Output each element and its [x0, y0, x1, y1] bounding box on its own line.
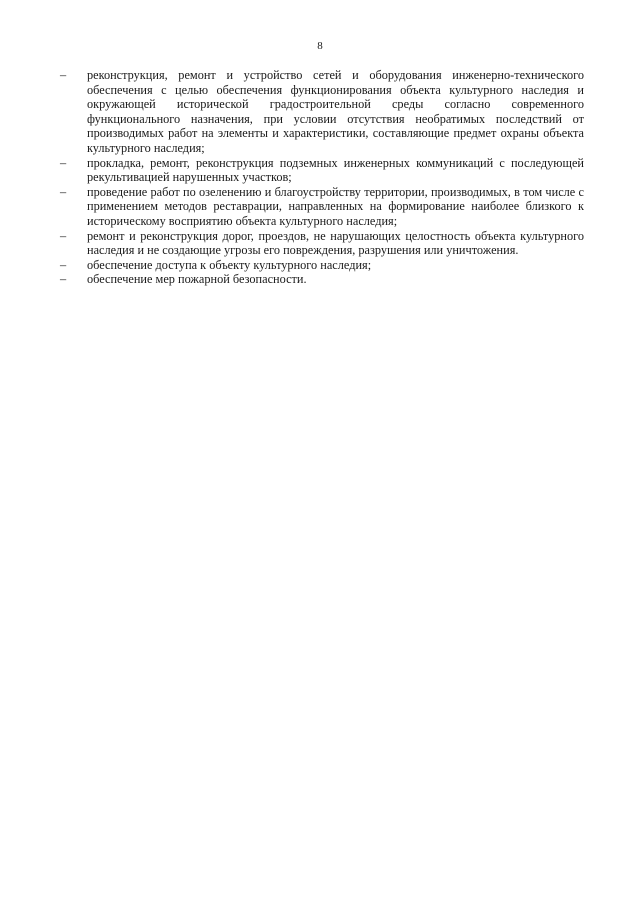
dash-bullet-icon: – [60, 228, 67, 243]
list-item [56, 229, 584, 258]
dash-bullet-icon: – [60, 155, 67, 170]
list-item [56, 156, 584, 185]
dash-bullet-icon: – [60, 68, 67, 82]
list-item-text: прокладка, ремонт, реконструкция подземных инженерных коммуникаций с последующей рекультивацией нарушенных участков; [87, 155, 584, 185]
list-item [56, 185, 584, 229]
list-item-text: обеспечение мер пожарной безопасности. [87, 272, 307, 287]
dash-bullet-icon: – [60, 257, 67, 272]
list-item [56, 272, 584, 287]
page-number: 8 [317, 40, 323, 52]
dash-bullet-icon: – [60, 184, 67, 199]
bulleted-list [56, 68, 584, 287]
list-item [56, 68, 584, 156]
list-item [56, 258, 584, 273]
list-item-text: реконструкция, ремонт и устройство сетей и оборудования инженерно-технического обеспечения с целью обеспечения функционирования объекта культурного наследия и окружающей исторической градостроительной среды согласно современного функционального назначения, при условии отсутствия необратимых последствий от производимых работ на элементы и характеристики, составляющие предмет охраны объекта культурного наследия; [87, 68, 584, 155]
list-item-text: проведение работ по озеленению и благоустройству территории, производимых, в том числе с применением методов реставрации, направленных на формирование наиболее близкого к историческому восприятию объекта культурного наследия; [87, 184, 584, 228]
list-item-text: ремонт и реконструкция дорог, проездов, не нарушающих целостность объекта культурного наследия и не создающие угрозы его повреждения, разрушения или уничтожения. [87, 228, 584, 258]
list-item-text: обеспечение доступа к объекту культурного наследия; [87, 257, 372, 272]
dash-bullet-icon: – [60, 272, 67, 287]
